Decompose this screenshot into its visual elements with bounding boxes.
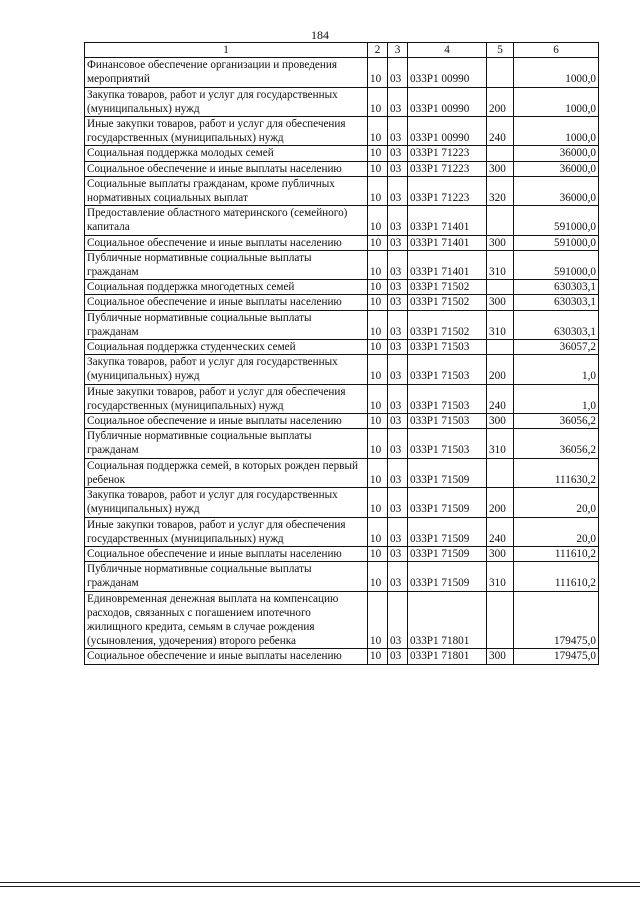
row-c6-cell: 630303,1: [514, 310, 599, 339]
row-c2-cell: 10: [368, 58, 388, 87]
table-row: [85, 340, 599, 355]
row-c4-cell: 033Р1 71502: [408, 280, 487, 295]
row-c4-cell: 033Р1 00990: [408, 87, 487, 116]
row-c5-cell: [487, 146, 514, 161]
row-c3-cell: 03: [388, 414, 408, 429]
table-row: [85, 429, 599, 458]
row-c3-cell: 03: [388, 117, 408, 146]
row-name-cell: Предоставление областного материнского (семейного) капитала: [85, 206, 368, 235]
row-c3-cell: 03: [388, 562, 408, 591]
row-c2-cell: 10: [368, 235, 388, 250]
row-c2-cell: 10: [368, 562, 388, 591]
row-c6-cell: 20,0: [514, 488, 599, 517]
row-c6-cell: 20,0: [514, 517, 599, 546]
table-row: [85, 87, 599, 116]
row-c6-cell: 179475,0: [514, 591, 599, 649]
row-c4-cell: 033Р1 71509: [408, 562, 487, 591]
row-name-cell: Иные закупки товаров, работ и услуг для обеспечения государственных (муниципальных) нужд: [85, 117, 368, 146]
row-c2-cell: 10: [368, 414, 388, 429]
row-c6-cell: 1,0: [514, 355, 599, 384]
table-row: [85, 161, 599, 176]
row-c6-cell: 591000,0: [514, 206, 599, 235]
row-c6-cell: 36057,2: [514, 340, 599, 355]
row-c3-cell: 03: [388, 488, 408, 517]
row-c4-cell: 033Р1 71509: [408, 546, 487, 561]
row-c5-cell: 300: [487, 235, 514, 250]
row-c6-cell: 36000,0: [514, 176, 599, 205]
table-row: [85, 488, 599, 517]
table-row: [85, 649, 599, 664]
table-row: [85, 384, 599, 413]
row-c4-cell: 033Р1 71503: [408, 384, 487, 413]
row-c5-cell: 300: [487, 414, 514, 429]
header-col-6: 6: [514, 43, 599, 58]
row-c5-cell: 310: [487, 250, 514, 279]
table-row: [85, 310, 599, 339]
row-c5-cell: 200: [487, 87, 514, 116]
row-c2-cell: 10: [368, 591, 388, 649]
row-c4-cell: 033Р1 71401: [408, 250, 487, 279]
row-c5-cell: [487, 58, 514, 87]
row-c4-cell: 033Р1 00990: [408, 58, 487, 87]
row-c3-cell: 03: [388, 280, 408, 295]
row-c6-cell: 111610,2: [514, 546, 599, 561]
row-c6-cell: 1000,0: [514, 117, 599, 146]
row-c5-cell: 240: [487, 384, 514, 413]
row-c5-cell: [487, 206, 514, 235]
row-c6-cell: 111610,2: [514, 562, 599, 591]
row-c2-cell: 10: [368, 250, 388, 279]
page-number: 184: [311, 28, 329, 42]
row-c5-cell: 300: [487, 161, 514, 176]
row-c2-cell: 10: [368, 649, 388, 664]
row-c2-cell: 10: [368, 206, 388, 235]
row-c4-cell: 033Р1 71503: [408, 414, 487, 429]
row-c2-cell: 10: [368, 488, 388, 517]
row-c2-cell: 10: [368, 355, 388, 384]
row-c3-cell: 03: [388, 355, 408, 384]
table-row: [85, 355, 599, 384]
row-c3-cell: 03: [388, 591, 408, 649]
row-c4-cell: 033Р1 71401: [408, 206, 487, 235]
table-row: [85, 458, 599, 487]
row-c4-cell: 033Р1 71223: [408, 161, 487, 176]
header-col-3: 3: [388, 43, 408, 58]
row-c5-cell: 300: [487, 649, 514, 664]
table-header-row: [85, 43, 599, 58]
row-c3-cell: 03: [388, 146, 408, 161]
row-c3-cell: 03: [388, 546, 408, 561]
row-c5-cell: [487, 458, 514, 487]
header-col-1: 1: [85, 43, 368, 58]
row-c4-cell: 033Р1 00990: [408, 117, 487, 146]
row-c3-cell: 03: [388, 161, 408, 176]
row-c4-cell: 033Р1 71503: [408, 340, 487, 355]
table-row: [85, 176, 599, 205]
table-row: [85, 235, 599, 250]
row-c5-cell: [487, 340, 514, 355]
table-row: [85, 591, 599, 649]
table-row: [85, 517, 599, 546]
row-c6-cell: 591000,0: [514, 250, 599, 279]
row-c6-cell: 36000,0: [514, 161, 599, 176]
header-col-2: 2: [368, 43, 388, 58]
row-c6-cell: 1,0: [514, 384, 599, 413]
header-col-5: 5: [487, 43, 514, 58]
row-c5-cell: 300: [487, 295, 514, 310]
row-name-cell: Публичные нормативные социальные выплаты гражданам: [85, 429, 368, 458]
row-c6-cell: 36056,2: [514, 414, 599, 429]
table-row: [85, 546, 599, 561]
row-c2-cell: 10: [368, 117, 388, 146]
row-name-cell: Закупка товаров, работ и услуг для государственных (муниципальных) нужд: [85, 355, 368, 384]
table-row: [85, 280, 599, 295]
row-c6-cell: 630303,1: [514, 280, 599, 295]
row-c5-cell: 300: [487, 546, 514, 561]
row-name-cell: Социальные выплаты гражданам, кроме публичных нормативных социальных выплат: [85, 176, 368, 205]
row-c2-cell: 10: [368, 176, 388, 205]
row-c2-cell: 10: [368, 295, 388, 310]
row-c3-cell: 03: [388, 58, 408, 87]
row-c6-cell: 591000,0: [514, 235, 599, 250]
row-c3-cell: 03: [388, 235, 408, 250]
row-name-cell: Финансовое обеспечение организации и проведения мероприятий: [85, 58, 368, 87]
row-c5-cell: 200: [487, 355, 514, 384]
row-c3-cell: 03: [388, 340, 408, 355]
row-c4-cell: 033Р1 71502: [408, 295, 487, 310]
row-c4-cell: 033Р1 71801: [408, 649, 487, 664]
row-c3-cell: 03: [388, 87, 408, 116]
row-c2-cell: 10: [368, 146, 388, 161]
row-c5-cell: [487, 591, 514, 649]
row-c6-cell: 630303,1: [514, 295, 599, 310]
row-c5-cell: 240: [487, 117, 514, 146]
row-c3-cell: 03: [388, 649, 408, 664]
row-c3-cell: 03: [388, 295, 408, 310]
table-row: [85, 206, 599, 235]
row-name-cell: Публичные нормативные социальные выплаты гражданам: [85, 310, 368, 339]
row-c5-cell: [487, 280, 514, 295]
row-c2-cell: 10: [368, 280, 388, 295]
row-c3-cell: 03: [388, 517, 408, 546]
row-c6-cell: 179475,0: [514, 649, 599, 664]
row-name-cell: Социальная поддержка молодых семей: [85, 146, 368, 161]
row-name-cell: Социальная поддержка многодетных семей: [85, 280, 368, 295]
row-name-cell: Единовременная денежная выплата на компенсацию расходов, связанных с погашением ипотечного жилищного кредита, семьям в случае рождения (усыновления, удочерения) второго ребенка: [85, 591, 368, 649]
row-name-cell: Социальное обеспечение и иные выплаты населению: [85, 295, 368, 310]
row-c4-cell: 033Р1 71509: [408, 458, 487, 487]
row-c6-cell: 111630,2: [514, 458, 599, 487]
row-name-cell: Закупка товаров, работ и услуг для государственных (муниципальных) нужд: [85, 87, 368, 116]
row-name-cell: Социальное обеспечение и иные выплаты населению: [85, 649, 368, 664]
row-c3-cell: 03: [388, 176, 408, 205]
row-c4-cell: 033Р1 71223: [408, 176, 487, 205]
table-row: [85, 562, 599, 591]
table-row: [85, 58, 599, 87]
row-name-cell: Социальное обеспечение и иные выплаты населению: [85, 414, 368, 429]
row-c3-cell: 03: [388, 384, 408, 413]
row-c6-cell: 1000,0: [514, 58, 599, 87]
row-name-cell: Иные закупки товаров, работ и услуг для обеспечения государственных (муниципальных) нужд: [85, 384, 368, 413]
row-name-cell: Публичные нормативные социальные выплаты гражданам: [85, 562, 368, 591]
row-c2-cell: 10: [368, 458, 388, 487]
row-c4-cell: 033Р1 71223: [408, 146, 487, 161]
row-c4-cell: 033Р1 71401: [408, 235, 487, 250]
row-name-cell: Иные закупки товаров, работ и услуг для обеспечения государственных (муниципальных) нужд: [85, 517, 368, 546]
row-c2-cell: 10: [368, 517, 388, 546]
row-c5-cell: 320: [487, 176, 514, 205]
header-col-4: 4: [408, 43, 487, 58]
row-c4-cell: 033Р1 71509: [408, 517, 487, 546]
row-c2-cell: 10: [368, 429, 388, 458]
row-c5-cell: 200: [487, 488, 514, 517]
row-c2-cell: 10: [368, 161, 388, 176]
row-c4-cell: 033Р1 71503: [408, 355, 487, 384]
row-c5-cell: 310: [487, 429, 514, 458]
table-row: [85, 295, 599, 310]
row-name-cell: Социальная поддержка студенческих семей: [85, 340, 368, 355]
row-name-cell: Социальное обеспечение и иные выплаты населению: [85, 235, 368, 250]
row-c6-cell: 1000,0: [514, 87, 599, 116]
row-c4-cell: 033Р1 71801: [408, 591, 487, 649]
row-c2-cell: 10: [368, 384, 388, 413]
row-c2-cell: 10: [368, 546, 388, 561]
table-row: [85, 117, 599, 146]
row-c3-cell: 03: [388, 429, 408, 458]
row-name-cell: Закупка товаров, работ и услуг для государственных (муниципальных) нужд: [85, 488, 368, 517]
row-name-cell: Социальное обеспечение и иные выплаты населению: [85, 161, 368, 176]
row-c6-cell: 36000,0: [514, 146, 599, 161]
row-c4-cell: 033Р1 71509: [408, 488, 487, 517]
row-c4-cell: 033Р1 71503: [408, 429, 487, 458]
row-c5-cell: 310: [487, 310, 514, 339]
row-c5-cell: 310: [487, 562, 514, 591]
table-row: [85, 250, 599, 279]
row-c3-cell: 03: [388, 206, 408, 235]
row-c4-cell: 033Р1 71502: [408, 310, 487, 339]
row-name-cell: Социальное обеспечение и иные выплаты населению: [85, 546, 368, 561]
row-c3-cell: 03: [388, 310, 408, 339]
row-c3-cell: 03: [388, 250, 408, 279]
budget-table: [84, 42, 599, 665]
row-c2-cell: 10: [368, 340, 388, 355]
row-c5-cell: 240: [487, 517, 514, 546]
table-row: [85, 414, 599, 429]
row-c6-cell: 36056,2: [514, 429, 599, 458]
page-bottom-rule: [0, 882, 640, 887]
row-c2-cell: 10: [368, 87, 388, 116]
row-name-cell: Социальная поддержка семей, в которых рожден первый ребенок: [85, 458, 368, 487]
table-row: [85, 146, 599, 161]
row-c3-cell: 03: [388, 458, 408, 487]
row-name-cell: Публичные нормативные социальные выплаты гражданам: [85, 250, 368, 279]
row-c2-cell: 10: [368, 310, 388, 339]
